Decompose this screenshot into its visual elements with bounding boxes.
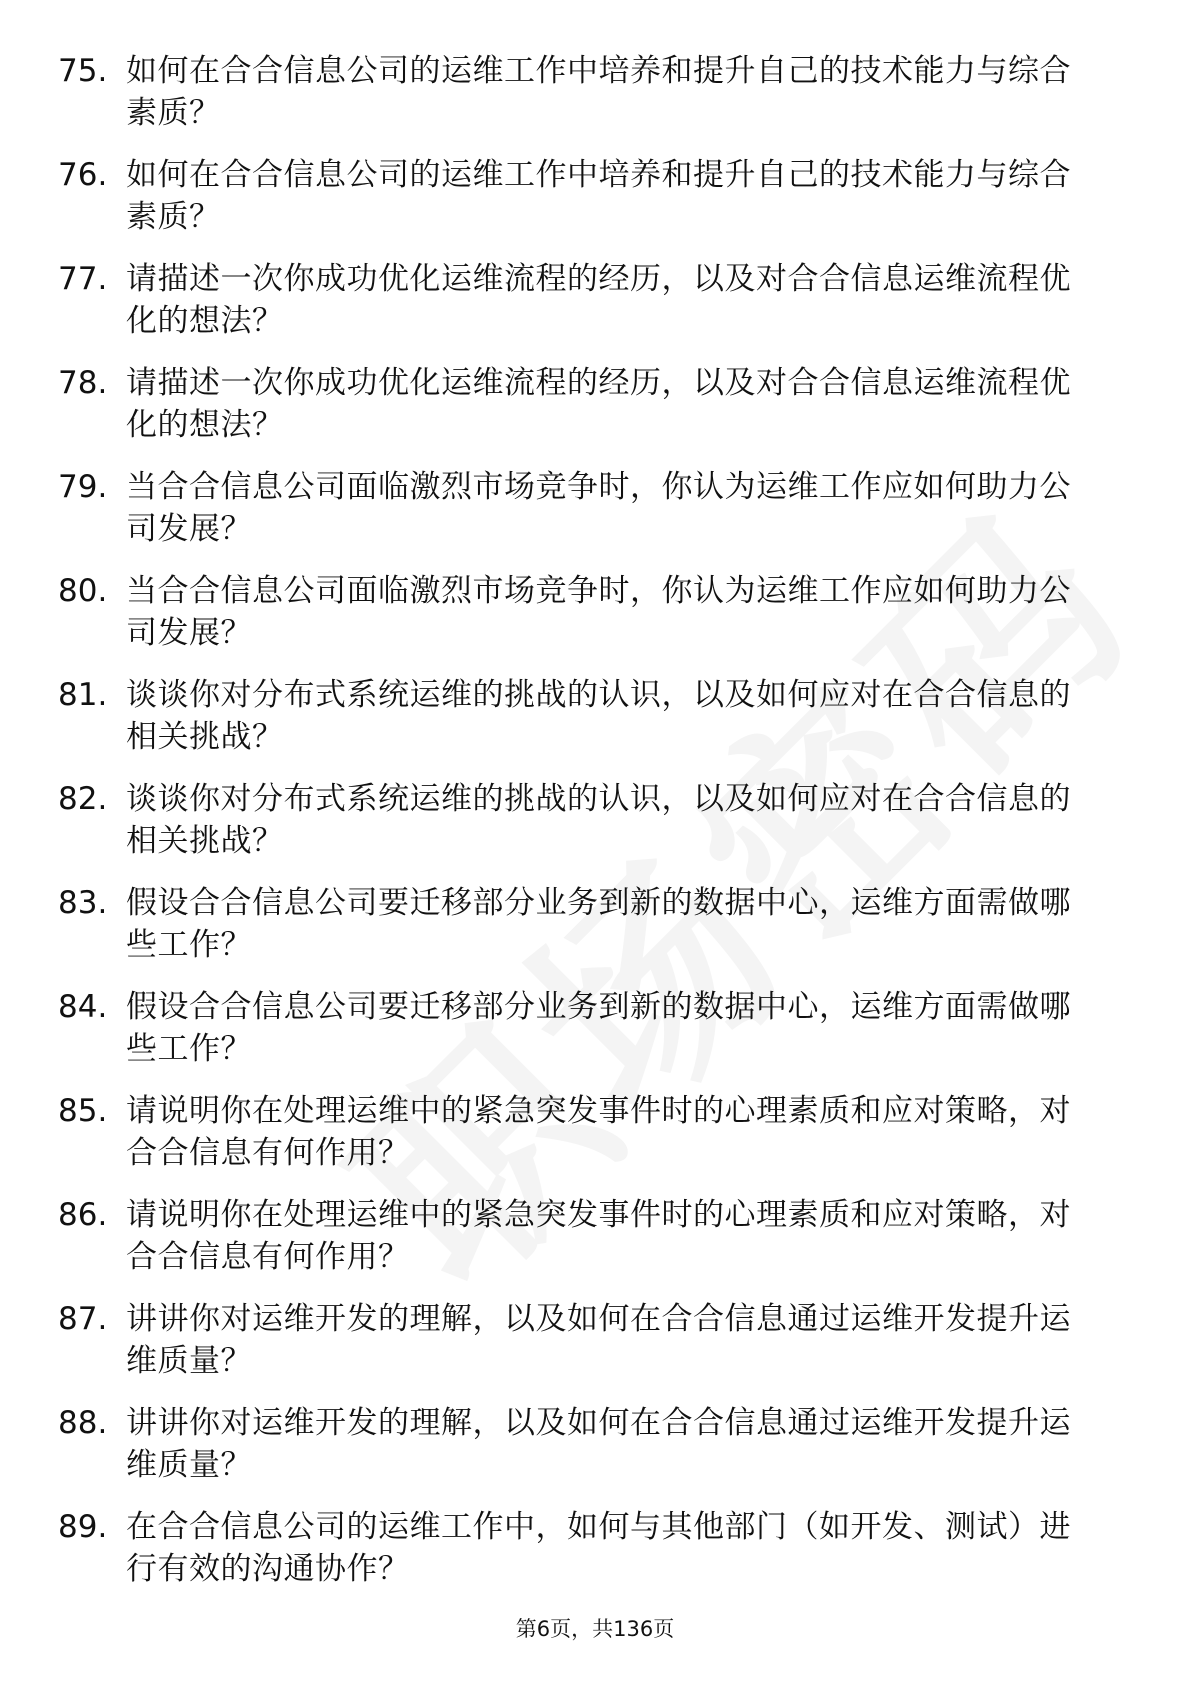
question-number: 86. — [58, 1197, 108, 1233]
question-number: 89. — [58, 1509, 108, 1545]
question-item — [58, 1298, 1138, 1402]
question-item — [58, 1402, 1138, 1506]
question-number: 84. — [58, 989, 108, 1025]
question-number: 79. — [58, 469, 108, 505]
question-text: 讲讲你对运维开发的理解，以及如何在合合信息通过运维开发提升运维质量？ — [126, 1405, 1071, 1483]
question-number: 88. — [58, 1405, 108, 1441]
question-text: 如何在合合信息公司的运维工作中培养和提升自己的技术能力与综合素质？ — [126, 157, 1071, 235]
question-item — [58, 50, 1138, 154]
question-text: 当合合信息公司面临激烈市场竞争时，你认为运维工作应如何助力公司发展？ — [126, 469, 1071, 547]
question-text: 请说明你在处理运维中的紧急突发事件时的心理素质和应对策略，对合合信息有何作用？ — [126, 1093, 1071, 1171]
question-number: 76. — [58, 157, 108, 193]
question-item — [58, 258, 1138, 362]
question-number: 81. — [58, 677, 108, 713]
question-item — [58, 778, 1138, 882]
question-number: 80. — [58, 573, 108, 609]
question-text: 在合合信息公司的运维工作中，如何与其他部门（如开发、测试）进行有效的沟通协作？ — [126, 1509, 1071, 1587]
question-text: 假设合合信息公司要迁移部分业务到新的数据中心，运维方面需做哪些工作？ — [126, 989, 1071, 1067]
question-number: 83. — [58, 885, 108, 921]
question-text: 请描述一次你成功优化运维流程的经历，以及对合合信息运维流程优化的想法？ — [126, 261, 1071, 339]
question-text: 如何在合合信息公司的运维工作中培养和提升自己的技术能力与综合素质？ — [126, 53, 1071, 131]
question-item — [58, 986, 1138, 1090]
question-number: 85. — [58, 1093, 108, 1129]
question-item — [58, 570, 1138, 674]
question-text: 请描述一次你成功优化运维流程的经历，以及对合合信息运维流程优化的想法？ — [126, 365, 1071, 443]
question-item — [58, 1506, 1138, 1610]
question-text: 当合合信息公司面临激烈市场竞争时，你认为运维工作应如何助力公司发展？ — [126, 573, 1071, 651]
question-number: 75. — [58, 53, 108, 89]
question-text: 假设合合信息公司要迁移部分业务到新的数据中心，运维方面需做哪些工作？ — [126, 885, 1071, 963]
question-item — [58, 466, 1138, 570]
question-number: 77. — [58, 261, 108, 297]
question-item — [58, 674, 1138, 778]
question-list — [58, 50, 1138, 1610]
question-text: 请说明你在处理运维中的紧急突发事件时的心理素质和应对策略，对合合信息有何作用？ — [126, 1197, 1071, 1275]
question-item — [58, 362, 1138, 466]
question-item — [58, 1194, 1138, 1298]
question-item — [58, 882, 1138, 986]
question-text: 谈谈你对分布式系统运维的挑战的认识，以及如何应对在合合信息的相关挑战？ — [126, 677, 1071, 755]
question-number: 82. — [58, 781, 108, 817]
question-item — [58, 154, 1138, 258]
question-item — [58, 1090, 1138, 1194]
question-number: 78. — [58, 365, 108, 401]
page-number: 第6页，共136页 — [515, 1617, 675, 1641]
question-text: 讲讲你对运维开发的理解，以及如何在合合信息通过运维开发提升运维质量？ — [126, 1301, 1071, 1379]
question-number: 87. — [58, 1301, 108, 1337]
page-footer — [0, 1614, 1190, 1644]
question-text: 谈谈你对分布式系统运维的挑战的认识，以及如何应对在合合信息的相关挑战？ — [126, 781, 1071, 859]
